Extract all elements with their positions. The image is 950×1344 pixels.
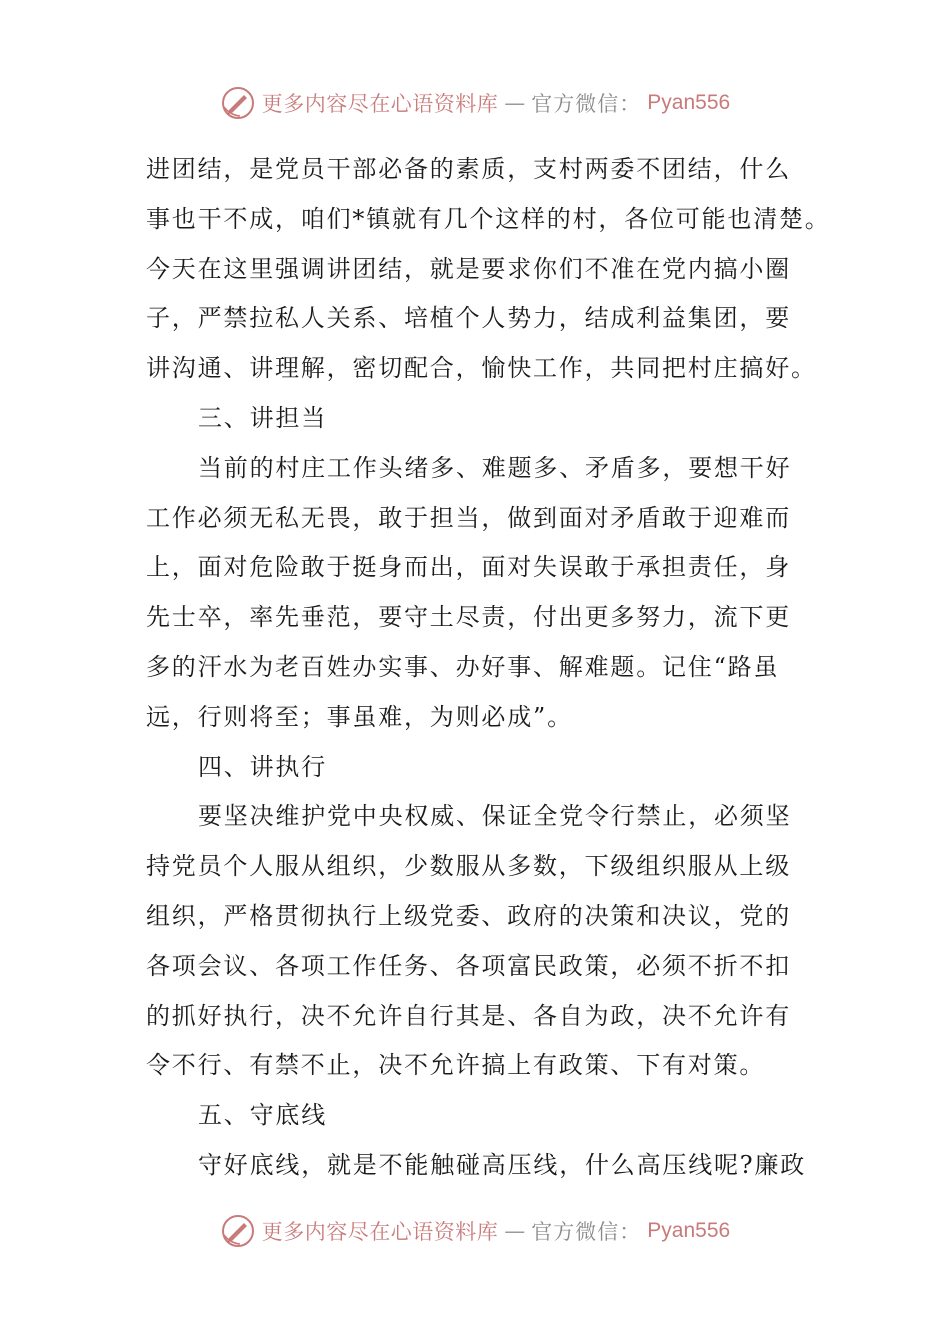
watermark-wechat-id: Pyan556 <box>647 91 731 114</box>
watermark-wechat-label: 官方微信： <box>531 1220 642 1244</box>
header-watermark <box>0 83 950 123</box>
paragraph-line: 子，严禁拉私人关系、培植个人势力，结成利益集团，要 <box>146 304 791 333</box>
watermark-wechat-id: Pyan556 <box>647 1219 731 1242</box>
paragraph-line: 上，面对危险敢于挺身而出，面对失误敢于承担责任，身 <box>146 553 791 582</box>
paragraph-line: 讲沟通、讲理解，密切配合，愉快工作，共同把村庄搞好。 <box>146 354 817 383</box>
paragraph-line: 组织，严格贯彻执行上级党委、政府的决策和决议，党的 <box>146 901 791 930</box>
watermark-library-text: 更多内容尽在心语资料库 <box>261 1220 499 1244</box>
paragraph-line: 工作必须无私无畏，敢于担当，做到面对矛盾敢于迎难而 <box>146 503 791 532</box>
paragraph-line: 今天在这里强调讲团结，就是要求你们不准在党内搞小圈 <box>146 254 791 283</box>
paragraph-line: 要坚决维护党中央权威、保证全党令行禁止，必须坚 <box>198 802 792 831</box>
document-body <box>146 145 831 1191</box>
paragraph-line: 进团结，是党员干部必备的素质，支村两委不团结，什么 <box>146 155 791 183</box>
paragraph-line: 令不行、有禁不止，决不允许搞上有政策、下有对策。 <box>146 1051 766 1080</box>
paragraph-line: 当前的村庄工作头绪多、难题多、矛盾多，要想干好 <box>198 453 792 482</box>
paragraph-line: 先士卒，率先垂范，要守土尽责，付出更多努力，流下更 <box>146 603 791 632</box>
pen-logo-icon <box>220 85 256 121</box>
watermark-library-text: 更多内容尽在心语资料库 <box>261 92 499 116</box>
watermark-dash: — <box>504 1219 526 1243</box>
paragraph-line: 持党员个人服从组织，少数服从多数，下级组织服从上级 <box>146 852 791 881</box>
watermark-wechat-label: 官方微信： <box>531 92 642 116</box>
footer-watermark <box>0 1211 950 1251</box>
section-heading: 四、讲执行 <box>198 752 327 781</box>
paragraph-line: 守好底线，就是不能触碰高压线，什么高压线呢?廉政 <box>198 1150 807 1179</box>
section-heading: 三、讲担当 <box>198 403 327 432</box>
paragraph-line: 事也干不成，咱们*镇就有几个这样的村，各位可能也清楚。 <box>146 204 831 233</box>
paragraph-line: 的抓好执行，决不允许自行其是、各自为政，决不允许有 <box>146 1001 791 1030</box>
pen-logo-icon <box>220 1213 256 1249</box>
watermark-dash: — <box>504 91 526 115</box>
paragraph-line: 远，行则将至；事虽难，为则必成”。 <box>146 702 573 731</box>
paragraph-line: 各项会议、各项工作任务、各项富民政策，必须不折不扣 <box>146 951 791 980</box>
paragraph-line: 多的汗水为老百姓办实事、办好事、解难题。记住“路虽 <box>146 652 780 681</box>
section-heading: 五、守底线 <box>198 1101 327 1130</box>
